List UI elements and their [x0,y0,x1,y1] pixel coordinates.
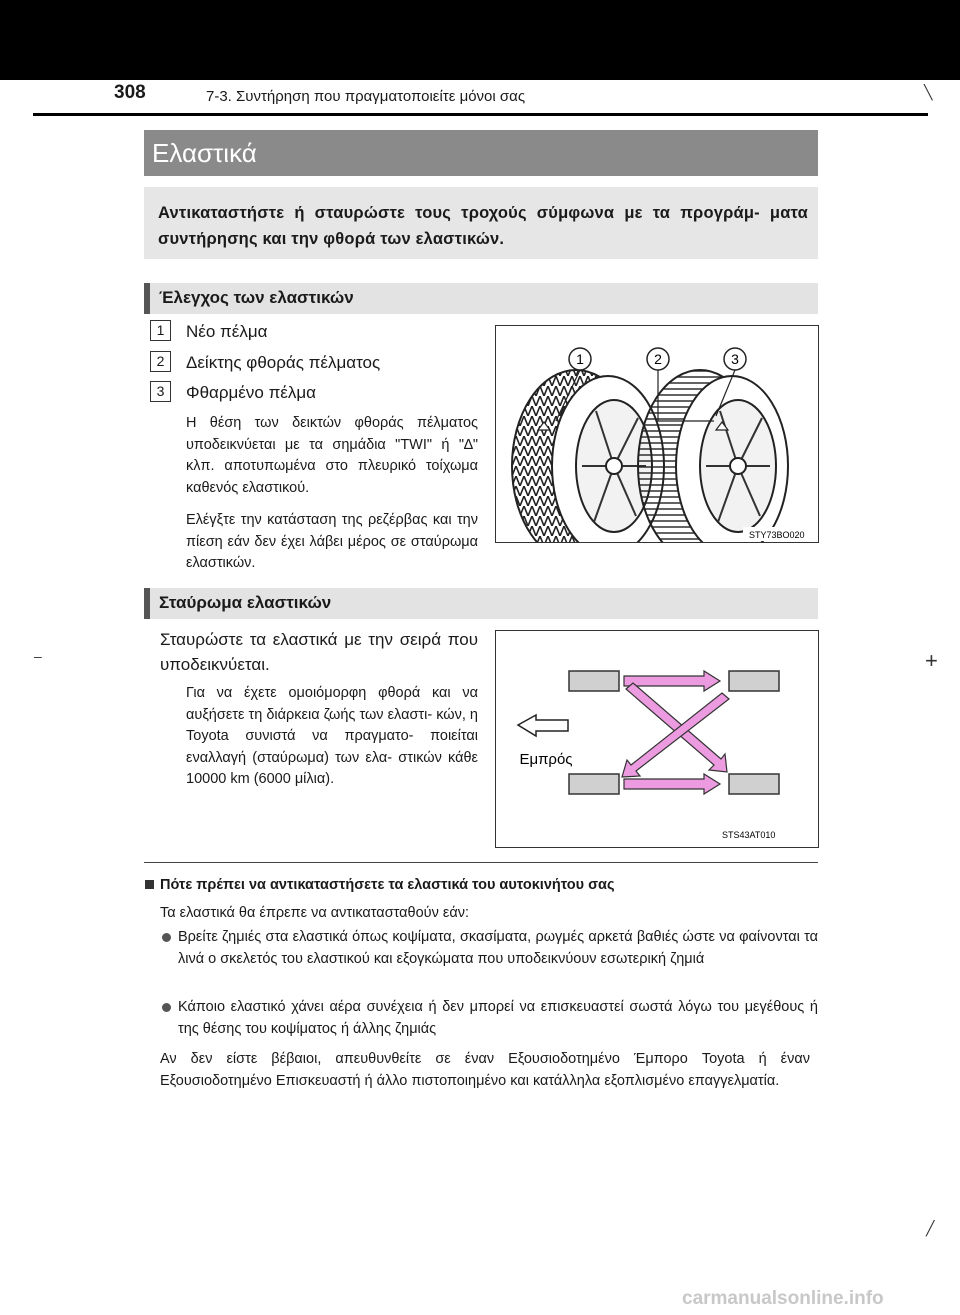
rotation-diagram [496,631,818,847]
intro-box [144,187,818,259]
figure-code-2: STS43AT010 [722,830,776,840]
item-text-2: Δείκτης φθοράς πέλματος [186,353,381,372]
front-label: Εμπρός [519,751,573,768]
bullet-damage: Βρείτε ζημιές στα ελαστικά όπως κοψίματα, σκασίματα, ρωγμές αρκετά βαθιές ώστε να φαίνονται τα λινά ο σκελετός του ελαστικού και εξογκώματα που υποδεικνύουν εσωτερική ζημιά [178,929,818,967]
title-bar [144,130,818,176]
figure-code-1: STY73BO020 [749,530,805,540]
item-number-2: 2 [150,351,171,372]
twi-note: Η θέση των δεικτών φθοράς πέλματος υποδεικνύεται με τα σημάδια "TWI" ή "∆" κλπ. αποτυπωμένα στο πλευρικό τοίχωμα καθενός ελαστικού. [186,415,478,496]
section-heading-rotation [144,588,818,619]
spare-note: Ελέγξτε την κατάσταση της ρεζέρβας και την πίεση εάν δεν έχει λάβει μέρος σε σταύρωμα ελαστικών. [186,512,478,571]
header-rule [33,113,928,116]
section-heading-rotation-label: Σταύρωμα ελαστικών [159,593,332,612]
replace-heading: Πότε πρέπει να αντικαταστήσετε τα ελαστικά του αυτοκινήτου σας [160,877,615,893]
crop-mark-bottom-right: ╱ [926,1220,935,1236]
tire-rotation-figure [495,630,819,848]
intro-text: Αντικαταστήστε ή σταυρώστε τους τροχούς σύμφωνα με τα προγράμ- ματα συντήρησης και την φθορά των ελαστικών. [158,204,808,248]
item-number-1: 1 [150,320,171,341]
closing-text: Αν δεν είστε βέβαιοι, απευθυνθείτε σε έναν Εξουσιοδοτημένο Έμπορο Toyota ή έναν Εξουσιοδοτημένο Επισκευαστή ή άλλο πιστοποιημένο και κατάλληλα εξοπλισμένο επαγγελματία. [160,1051,810,1089]
rotation-note: Για να έχετε ομοιόμορφη φθορά και να αυξήσετε τη διάρκεια ζωής των ελαστι- κών, η Toyota συνιστά να πραγματο- ποιείται εναλλαγή (σταύρωμα) των ελα- στικών κάθε 10000 km (6000 μίλια). [186,685,478,787]
chapter-title: 7-3. Συντήρηση που πραγματοποιείτε μόνοι σας [206,88,526,105]
item-text-1: Νέο πέλμα [186,322,268,341]
bullet-air-loss: Κάποιο ελαστικό χάνει αέρα συνέχεια ή δεν μπορεί να επισκευαστεί σωστά λόγω του μεγέθους ή της θέσης του κοψίματος ή άλλης ζημιάς [178,999,818,1037]
section-heading-check [144,283,818,314]
tires-illustration [496,326,818,542]
rotation-text: Σταυρώστε τα ελαστικά με την σειρά που υποδεικνύεται. [160,630,478,674]
top-black-band [0,0,960,80]
callout-2: 2 [654,351,662,367]
item-number-3: 3 [150,381,171,402]
crop-mark-top-right: ╲ [924,84,933,100]
callout-1: 1 [576,351,584,367]
section-divider [144,862,818,863]
bullet-dot-icon [162,1003,171,1012]
item-text-3: Φθαρμένο πέλμα [186,383,316,402]
page-number: 308 [114,82,146,103]
registration-mark-right: + [925,648,938,673]
page-title: Ελαστικά [152,138,257,168]
callout-3: 3 [731,351,739,367]
bullet-dot-icon [162,933,171,942]
tire-wear-figure [495,325,819,543]
crop-mark-left: – [34,648,42,664]
square-bullet-icon [145,880,154,889]
replace-lead: Τα ελαστικά θα έπρεπε να αντικατασταθούν εάν: [160,905,470,921]
watermark: carmanualsonline.info [682,1288,884,1309]
section-heading-check-label: Έλεγχος των ελαστικών [159,288,354,307]
